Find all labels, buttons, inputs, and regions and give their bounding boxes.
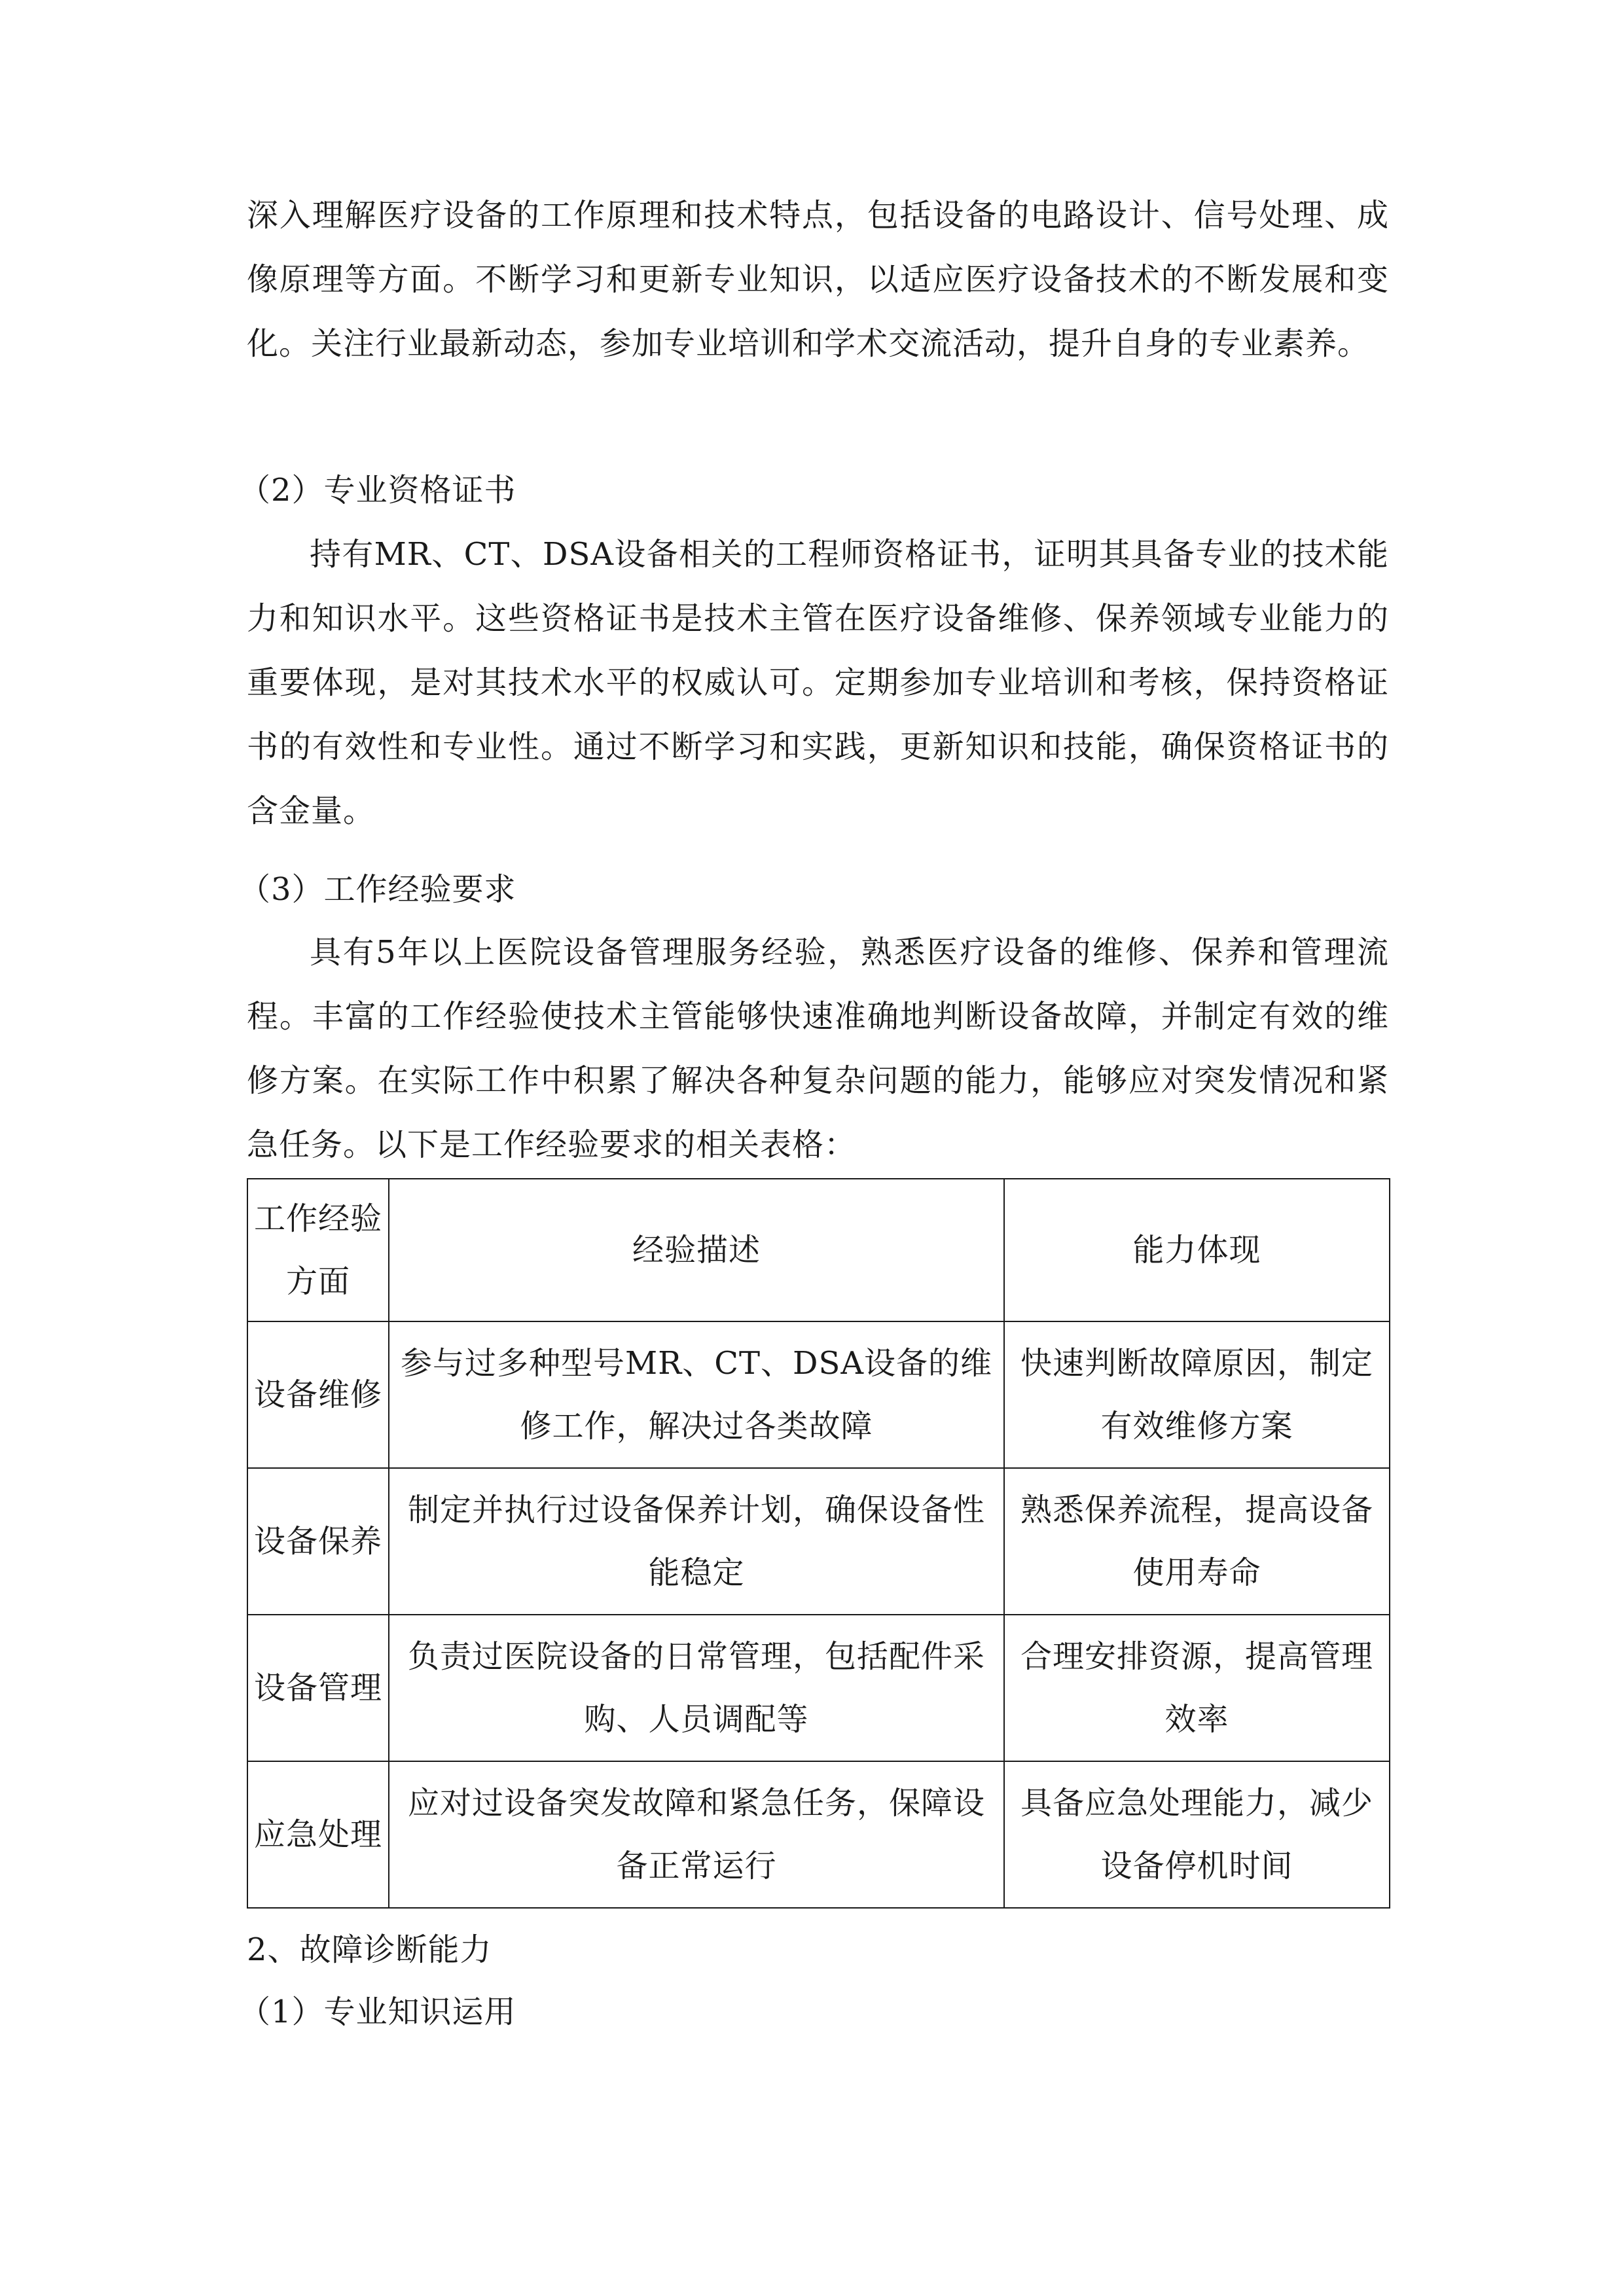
- table-header-cell: 能力体现: [1004, 1179, 1390, 1321]
- table-cell-capability: 具备应急处理能力，减少设备停机时间: [1004, 1761, 1390, 1908]
- table-cell-description: 负责过医院设备的日常管理，包括配件采购、人员调配等: [389, 1615, 1004, 1761]
- heading-knowledge-application: （1）专业知识运用: [239, 1994, 516, 2030]
- table-cell-capability: 合理安排资源，提高管理效率: [1004, 1615, 1390, 1761]
- table-cell-description: 制定并执行过设备保养计划，确保设备性能稳定: [389, 1468, 1004, 1615]
- table-header-cell: 工作经验方面: [247, 1179, 389, 1321]
- paragraph-qualification-certificate: 持有MR、CT、DSA设备相关的工程师资格证书，证明其具备专业的技术能力和知识水平。这些资格证书是技术主管在医疗设备维修、保养领域专业能力的重要体现，是对其技术水平的权威认可。定期参加专业培训和考核，保持资格证书的有效性和专业性。通过不断学习和实践，更新知识和技能，确保资格证书的含金量。: [247, 536, 1389, 829]
- table-cell-description: 参与过多种型号MR、CT、DSA设备的维修工作，解决过各类故障: [389, 1321, 1004, 1468]
- table-cell-aspect: 应急处理: [247, 1761, 389, 1908]
- table-header-row: [247, 1179, 1390, 1321]
- table-cell-capability: 快速判断故障原因，制定有效维修方案: [1004, 1321, 1390, 1468]
- work-experience-table: [247, 1178, 1390, 1909]
- paragraph-professional-knowledge: 深入理解医疗设备的工作原理和技术特点，包括设备的电路设计、信号处理、成像原理等方面。不断学习和更新专业知识，以适应医疗设备技术的不断发展和变化。关注行业最新动态，参加专业培训和学术交流活动，提升自身的专业素养。: [247, 197, 1389, 362]
- heading-work-experience: （3）工作经验要求: [239, 871, 516, 908]
- paragraph-work-experience: 具有5年以上医院设备管理服务经验，熟悉医疗设备的维修、保养和管理流程。丰富的工作经验使技术主管能够快速准确地判断设备故障，并制定有效的维修方案。在实际工作中积累了解决各种复杂问题的能力，能够应对突发情况和紧急任务。以下是工作经验要求的相关表格：: [247, 934, 1389, 1163]
- table-cell-aspect: 设备管理: [247, 1615, 389, 1761]
- table-cell-aspect: 设备维修: [247, 1321, 389, 1468]
- table-row: [247, 1321, 1390, 1468]
- table-cell-capability: 熟悉保养流程，提高设备使用寿命: [1004, 1468, 1390, 1615]
- table-cell-description: 应对过设备突发故障和紧急任务，保障设备正常运行: [389, 1761, 1004, 1908]
- table-row: [247, 1761, 1390, 1908]
- table-row: [247, 1615, 1390, 1761]
- table-header-cell: 经验描述: [389, 1179, 1004, 1321]
- heading-fault-diagnosis: 2、故障诊断能力: [247, 1931, 492, 1968]
- heading-qualification-certificate: （2）专业资格证书: [239, 472, 516, 509]
- table-row: [247, 1468, 1390, 1615]
- table-cell-aspect: 设备保养: [247, 1468, 389, 1615]
